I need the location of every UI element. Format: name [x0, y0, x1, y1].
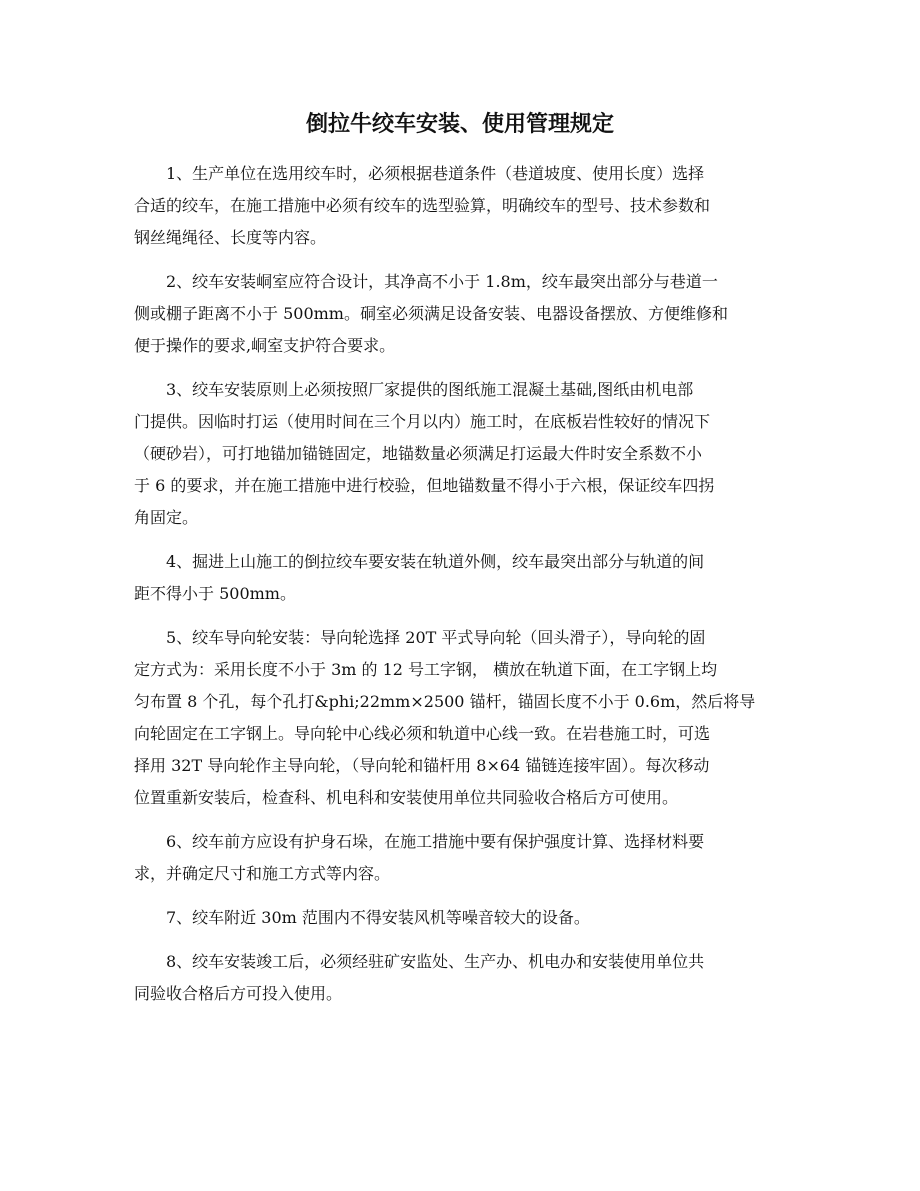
paragraph-5 [134, 622, 794, 814]
paragraph-line: 6、绞车前方应设有护身石垛，在施工措施中要有保护强度计算、选择材料要 [166, 832, 705, 851]
paragraph-line: 4、掘进上山施工的倒拉绞车要安装在轨道外侧，绞车最突出部分与轨道的间 [166, 552, 705, 571]
paragraph-line: 5、绞车导向轮安装：导向轮选择 20T 平式导向轮（回头滑子），导向轮的固 [166, 628, 706, 647]
paragraph-line: 侧或棚子距离不小于 500mm。硐室必须满足设备安装、电器设备摆放、方便维修和 [134, 304, 728, 323]
paragraph-line: 位置重新安装后，检查科、机电科和安装使用单位共同验收合格后方可使用。 [134, 788, 679, 807]
document-body [134, 158, 794, 1022]
paragraph-line: 合适的绞车，在施工措施中必须有绞车的选型验算，明确绞车的型号、技术参数和 [134, 196, 711, 215]
paragraph-8 [134, 946, 794, 1010]
paragraph-line: 同验收合格后方可投入使用。 [134, 984, 343, 1003]
paragraph-6 [134, 826, 794, 890]
paragraph-line: 1、生产单位在选用绞车时，必须根据巷道条件（巷道坡度、使用长度）选择 [166, 164, 705, 183]
paragraph-line: 匀布置 8 个孔，每个孔打&phi;22mm×2500 锚杆，锚固长度不小于 0.6m，然后将导 [134, 692, 756, 711]
paragraph-3 [134, 374, 794, 534]
paragraph-1 [134, 158, 794, 254]
paragraph-line: 7、绞车附近 30m 范围内不得安装风机等噪音较大的设备。 [166, 908, 590, 927]
paragraph-line: 择用 32T 导向轮作主导向轮，（导向轮和锚杆用 8×64 锚链连接牢固）。每次移动 [134, 756, 710, 775]
paragraph-line: 于 6 的要求，并在施工措施中进行校验，但地锚数量不得小于六根，保证绞车四拐 [134, 476, 715, 495]
paragraph-line: 2、绞车安装峒室应符合设计，其净高不小于 1.8m，绞车最突出部分与巷道一 [166, 272, 718, 291]
paragraph-4 [134, 546, 794, 610]
paragraph-line: 钢丝绳绳径、长度等内容。 [134, 228, 327, 247]
paragraph-line: 8、绞车安装竣工后，必须经驻矿安监处、生产办、机电办和安装使用单位共 [166, 952, 705, 971]
paragraph-line: 便于操作的要求,峒室支护符合要求。 [134, 336, 396, 355]
paragraph-line: 门提供。因临时打运（使用时间在三个月以内）施工时，在底板岩性较好的情况下 [134, 412, 711, 431]
paragraph-line: 向轮固定在工字钢上。导向轮中心线必须和轨道中心线一致。在岩巷施工时，可选 [134, 724, 711, 743]
paragraph-line: 定方式为：采用长度不小于 3m 的 12 号工字钢， 横放在轨道下面，在工字钢上均 [134, 660, 718, 679]
paragraph-line: 求，并确定尺寸和施工方式等内容。 [134, 864, 391, 883]
paragraph-2 [134, 266, 794, 362]
paragraph-line: 角固定。 [134, 508, 199, 527]
document-title: 倒拉牛绞车安装、使用管理规定 [305, 112, 614, 137]
paragraph-7 [134, 902, 794, 934]
paragraph-line: 距不得小于 500mm。 [134, 584, 296, 603]
paragraph-line: （硬砂岩），可打地锚加锚链固定，地锚数量必须满足打运最大件时安全系数不小 [134, 444, 703, 463]
paragraph-line: 3、绞车安装原则上必须按照厂家提供的图纸施工混凝土基础,图纸由机电部 [166, 380, 694, 399]
